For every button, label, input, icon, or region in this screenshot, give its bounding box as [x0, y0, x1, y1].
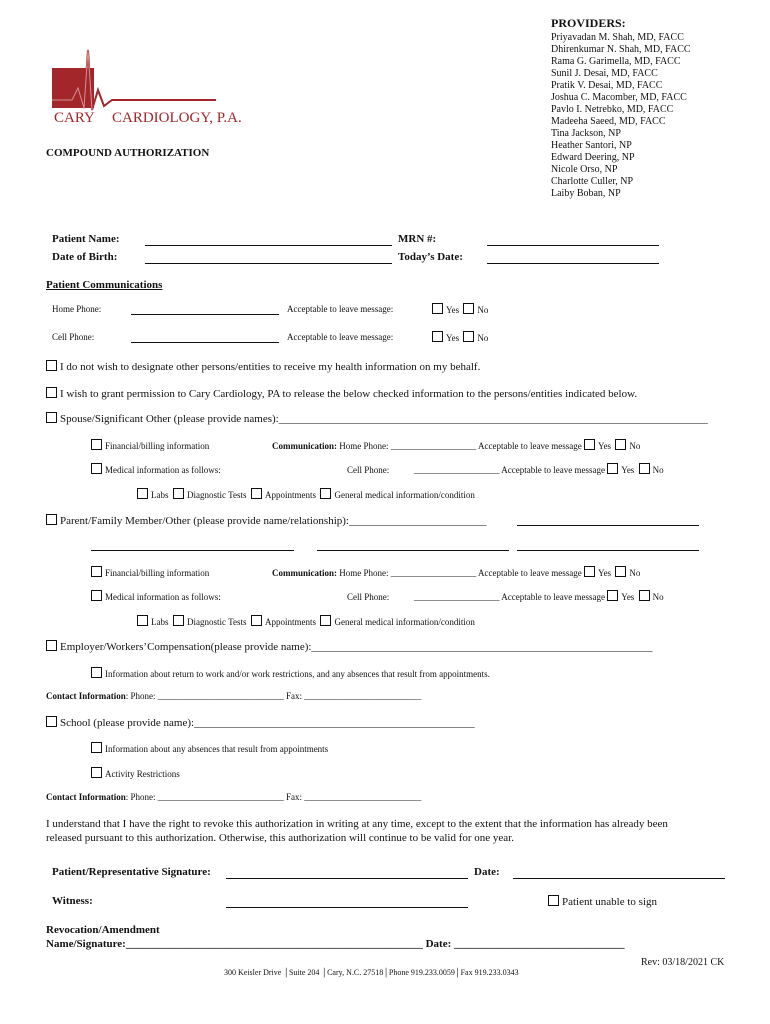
revocation-label: Revocation/Amendment [46, 924, 160, 936]
yes-label: Yes [446, 305, 460, 315]
acceptable-text: Acceptable to leave message [478, 568, 582, 578]
home-phone-field[interactable] [131, 314, 279, 315]
parent-text: Parent/Family Member/Other (please provide name/relationship):_________________________ [60, 515, 487, 527]
cell-message-options [432, 331, 488, 343]
mrn-label: MRN #: [398, 233, 437, 245]
patient-name-field[interactable] [145, 245, 392, 246]
parent-labs-checkbox[interactable] [137, 615, 148, 626]
spouse-diag-checkbox[interactable] [173, 488, 184, 499]
acceptable-text: Acceptable to leave message [501, 465, 605, 475]
absences-option [91, 742, 328, 754]
provider-item: Pavlo I. Netrebko, MD, FACC [551, 104, 674, 115]
communication-label: Communication: [272, 568, 337, 578]
diag-text: Diagnostic Tests [187, 617, 247, 627]
spouse-medical-option [91, 463, 221, 475]
parent-financial-checkbox[interactable] [91, 566, 102, 577]
medical-text: Medical information as follows: [105, 465, 221, 475]
activity-option [91, 767, 180, 779]
provider-item: Charlotte Culler, NP [551, 176, 634, 187]
labs-text: Labs [151, 617, 169, 627]
medical-text: Medical information as follows: [105, 592, 221, 602]
spouse-home-no-checkbox[interactable] [615, 439, 626, 450]
home-message-options [432, 303, 488, 315]
parent-field-3[interactable] [91, 550, 294, 551]
employer-option [46, 640, 652, 653]
parent-field-2[interactable] [517, 525, 699, 526]
employer-checkbox[interactable] [46, 640, 57, 651]
contact-fields[interactable]: : Phone: ____________________________ Fax: __________________________ [125, 691, 422, 701]
contact-fields[interactable]: : Phone: ____________________________ Fax: __________________________ [125, 792, 422, 802]
signature-field[interactable] [226, 878, 468, 879]
spouse-general-checkbox[interactable] [320, 488, 331, 499]
home-no-checkbox[interactable] [463, 303, 474, 314]
witness-field[interactable] [226, 907, 468, 908]
form-title: COMPOUND AUTHORIZATION [46, 147, 210, 159]
cell-no-checkbox[interactable] [463, 331, 474, 342]
activity-checkbox[interactable] [91, 767, 102, 778]
provider-item: Sunil J. Desai, MD, FACC [551, 68, 658, 79]
home-yes-checkbox[interactable] [432, 303, 443, 314]
footer-address: 300 Keisler Drive │Suite 204 │Cary, N.C. 27518│Phone 919.233.0059│Fax 919.233.0343 [224, 968, 519, 977]
appts-text: Appointments [264, 490, 316, 500]
cell-yes-checkbox[interactable] [432, 331, 443, 342]
acceptable-label: Acceptable to leave message: [287, 304, 394, 314]
cary-cardiology-logo [46, 48, 242, 132]
employer-text: Employer/Workers’Compensation(please provide name):______________________________________________________________ [60, 641, 653, 653]
no-label: No [652, 465, 664, 475]
no-designate-text: I do not wish to designate other persons/entities to receive my health information on my behalf. [60, 361, 481, 373]
logo-cardiology-text: CARDIOLOGY, P.A. [112, 110, 242, 126]
financial-text: Financial/billing information [105, 568, 210, 578]
employer-contact [46, 691, 421, 701]
parent-cell-yes-checkbox[interactable] [607, 590, 618, 601]
cell-phone-label: Cell Phone: [52, 332, 95, 342]
patient-name-label: Patient Name: [52, 233, 120, 245]
statement-line: I understand that I have the right to revoke this authorization in writing at any time, except to the extent that the information has already been [46, 818, 668, 830]
parent-communication-cell [347, 590, 664, 602]
acceptable-text: Acceptable to leave message [501, 592, 605, 602]
dob-label: Date of Birth: [52, 251, 118, 263]
provider-item: Madeeha Saeed, MD, FACC [551, 116, 666, 127]
cell-phone-text: Cell Phone: [347, 592, 390, 602]
parent-home-no-checkbox[interactable] [615, 566, 626, 577]
return-work-checkbox[interactable] [91, 667, 102, 678]
school-text: School (please provide name):___________________________________________________ [60, 717, 475, 729]
cell-blank[interactable]: ___________________ [414, 592, 500, 602]
yes-label: Yes [446, 333, 460, 343]
parent-diag-checkbox[interactable] [173, 615, 184, 626]
spouse-financial-option [91, 439, 209, 451]
unable-to-sign-checkbox[interactable] [548, 895, 559, 906]
appts-text: Appointments [264, 617, 316, 627]
spouse-financial-checkbox[interactable] [91, 439, 102, 450]
mrn-field[interactable] [487, 245, 659, 246]
no-label: No [477, 305, 489, 315]
grant-option [46, 387, 637, 400]
provider-item: Pratik V. Desai, MD, FACC [551, 80, 663, 91]
signature-label: Patient/Representative Signature: [52, 866, 211, 878]
parent-general-checkbox[interactable] [320, 615, 331, 626]
parent-option [46, 514, 486, 527]
contact-label: Contact Information [46, 792, 126, 802]
revocation-date-field[interactable]: Date: _______________________________ [425, 938, 625, 950]
yes-label: Yes [621, 465, 635, 475]
home-phone-text: Home Phone: ___________________ [339, 441, 477, 451]
home-phone-text: Home Phone: ___________________ [339, 568, 477, 578]
parent-field-5[interactable] [517, 550, 699, 551]
provider-item: Joshua C. Macomber, MD, FACC [551, 92, 687, 103]
date-label: Date: [474, 866, 500, 878]
absences-checkbox[interactable] [91, 742, 102, 753]
general-text: General medical information/condition [334, 617, 475, 627]
parent-medical-checkbox[interactable] [91, 590, 102, 601]
spouse-home-yes-checkbox[interactable] [584, 439, 595, 450]
school-checkbox[interactable] [46, 716, 57, 727]
contact-label: Contact Information [46, 691, 126, 701]
financial-text: Financial/billing information [105, 441, 210, 451]
provider-item: Heather Santori, NP [551, 140, 632, 151]
todays-date-field[interactable] [487, 263, 659, 264]
parent-financial-option [91, 566, 209, 578]
name-signature-field[interactable]: Name/Signature:______________________________________________________ [46, 938, 423, 950]
no-label: No [629, 441, 641, 451]
no-label: No [629, 568, 641, 578]
spouse-cell-yes-checkbox[interactable] [607, 463, 618, 474]
grant-text: I wish to grant permission to Cary Cardiology, PA to release the below checked information to the persons/entities indicated below. [60, 388, 638, 400]
yes-label: Yes [621, 592, 635, 602]
todays-date-label: Today’s Date: [398, 251, 463, 263]
communication-label: Communication: [272, 441, 337, 451]
unable-text: Patient unable to sign [562, 896, 658, 908]
spouse-medical-checkbox[interactable] [91, 463, 102, 474]
spouse-communication-home [272, 439, 640, 451]
activity-text: Activity Restrictions [105, 769, 180, 779]
no-designate-checkbox[interactable] [46, 360, 57, 371]
parent-cell-no-checkbox[interactable] [639, 590, 650, 601]
spouse-medical-types [137, 488, 475, 500]
school-contact [46, 792, 421, 802]
no-label: No [477, 333, 489, 343]
witness-label: Witness: [52, 895, 93, 907]
absences-text: Information about any absences that result from appointments [105, 744, 329, 754]
school-option [46, 716, 475, 729]
home-phone-label: Home Phone: [52, 304, 102, 314]
cell-phone-text: Cell Phone: [347, 465, 390, 475]
parent-appts-checkbox[interactable] [251, 615, 262, 626]
statement-line: released pursuant to this authorization. Otherwise, this authorization will continue to be valid for one year. [46, 832, 514, 844]
yes-label: Yes [597, 568, 612, 578]
provider-item: Tina Jackson, NP [551, 128, 621, 139]
spouse-cell-no-checkbox[interactable] [639, 463, 650, 474]
parent-communication-home [272, 566, 640, 578]
return-work-text: Information about return to work and/or work restrictions, and any absences that result from appointments. [105, 669, 490, 679]
spouse-text: Spouse/Significant Other (please provide names):______________________________________________________________________________ [60, 413, 708, 425]
cell-blank[interactable]: ___________________ [414, 465, 500, 475]
acceptable-text: Acceptable to leave message [478, 441, 582, 451]
dob-field[interactable] [145, 263, 392, 264]
no-designate-option [46, 360, 480, 373]
date-field[interactable] [513, 878, 725, 879]
diag-text: Diagnostic Tests [187, 490, 247, 500]
provider-item: Nicole Orso, NP [551, 164, 618, 175]
parent-field-4[interactable] [317, 550, 509, 551]
spouse-labs-checkbox[interactable] [137, 488, 148, 499]
general-text: General medical information/condition [334, 490, 475, 500]
provider-item: Dhirenkumar N. Shah, MD, FACC [551, 44, 691, 55]
spouse-checkbox[interactable] [46, 412, 57, 423]
parent-medical-types [137, 615, 475, 627]
parent-medical-option [91, 590, 221, 602]
provider-item: Laiby Boban, NP [551, 188, 621, 199]
yes-label: Yes [597, 441, 612, 451]
acceptable-label: Acceptable to leave message: [287, 332, 394, 342]
providers-list [551, 32, 691, 200]
provider-item: Rama G. Garimella, MD, FACC [551, 56, 681, 67]
logo-cary-text: CARY [54, 110, 95, 126]
labs-text: Labs [151, 490, 169, 500]
spouse-option [46, 412, 708, 425]
spouse-communication-cell [347, 463, 664, 475]
parent-home-yes-checkbox[interactable] [584, 566, 595, 577]
unable-to-sign-option [548, 895, 657, 908]
provider-item: Edward Deering, NP [551, 152, 635, 163]
grant-checkbox[interactable] [46, 387, 57, 398]
revocation-statement [46, 817, 668, 845]
patient-communications-title: Patient Communications [46, 279, 163, 291]
no-label: No [652, 592, 664, 602]
return-work-option [91, 667, 490, 679]
revocation-row [46, 938, 625, 950]
provider-item: Priyavadan M. Shah, MD, FACC [551, 32, 684, 43]
revision-note: Rev: 03/18/2021 CK [641, 957, 725, 968]
parent-checkbox[interactable] [46, 514, 57, 525]
providers-title: PROVIDERS: [551, 16, 626, 30]
spouse-appts-checkbox[interactable] [251, 488, 262, 499]
cell-phone-field[interactable] [131, 342, 279, 343]
